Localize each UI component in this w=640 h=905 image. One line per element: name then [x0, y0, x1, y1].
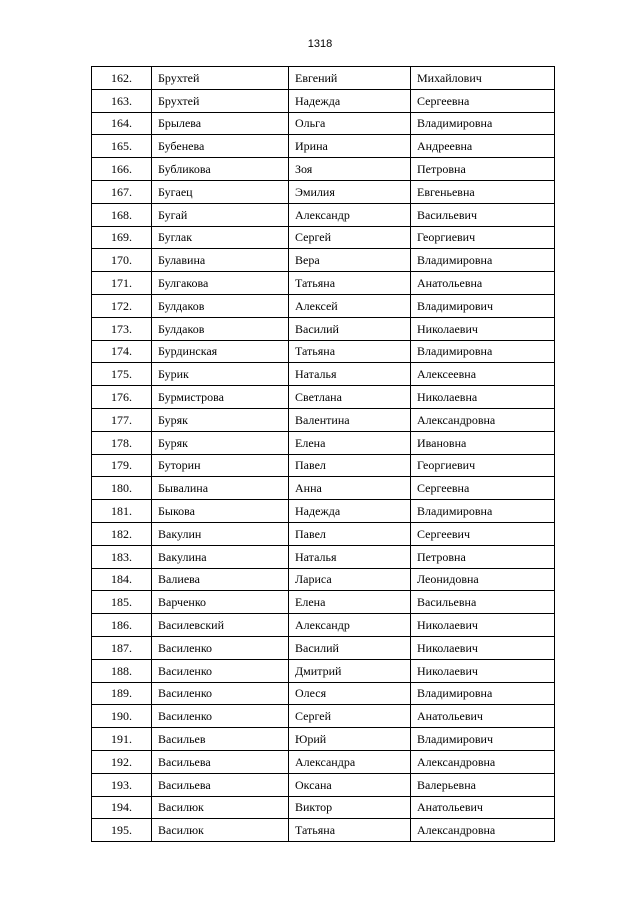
first-name-cell: Ольга [289, 112, 411, 135]
table-row [92, 386, 555, 409]
row-number: 169. [92, 226, 152, 249]
patronymic-cell: Владимировна [411, 340, 555, 363]
surname-cell: Бубенева [152, 135, 289, 158]
row-number: 172. [92, 294, 152, 317]
first-name-cell: Олеся [289, 682, 411, 705]
table-row [92, 636, 555, 659]
first-name-cell: Елена [289, 431, 411, 454]
first-name-cell: Ирина [289, 135, 411, 158]
surname-cell: Брухтей [152, 89, 289, 112]
patronymic-cell: Александровна [411, 819, 555, 842]
patronymic-cell: Николаевич [411, 317, 555, 340]
row-number: 177. [92, 408, 152, 431]
table-row [92, 89, 555, 112]
table-row [92, 431, 555, 454]
patronymic-cell: Сергеевич [411, 522, 555, 545]
row-number: 176. [92, 386, 152, 409]
row-number: 184. [92, 568, 152, 591]
first-name-cell: Виктор [289, 796, 411, 819]
first-name-cell: Алексей [289, 294, 411, 317]
surname-cell: Васильев [152, 728, 289, 751]
row-number: 187. [92, 636, 152, 659]
patronymic-cell: Николаевна [411, 386, 555, 409]
roster-table [91, 66, 555, 842]
table-row [92, 568, 555, 591]
first-name-cell: Василий [289, 636, 411, 659]
row-number: 179. [92, 454, 152, 477]
patronymic-cell: Валерьевна [411, 773, 555, 796]
first-name-cell: Анна [289, 477, 411, 500]
table-row [92, 67, 555, 90]
table-row [92, 363, 555, 386]
row-number: 167. [92, 180, 152, 203]
surname-cell: Бывалина [152, 477, 289, 500]
surname-cell: Буряк [152, 408, 289, 431]
first-name-cell: Наталья [289, 363, 411, 386]
first-name-cell: Александр [289, 614, 411, 637]
surname-cell: Васильева [152, 773, 289, 796]
row-number: 182. [92, 522, 152, 545]
surname-cell: Булдаков [152, 317, 289, 340]
row-number: 174. [92, 340, 152, 363]
row-number: 188. [92, 659, 152, 682]
surname-cell: Брылева [152, 112, 289, 135]
patronymic-cell: Михайлович [411, 67, 555, 90]
row-number: 195. [92, 819, 152, 842]
patronymic-cell: Андреевна [411, 135, 555, 158]
surname-cell: Бурик [152, 363, 289, 386]
surname-cell: Бурдинская [152, 340, 289, 363]
page-number: 1318 [307, 38, 333, 50]
row-number: 171. [92, 272, 152, 295]
patronymic-cell: Владимировна [411, 112, 555, 135]
row-number: 192. [92, 750, 152, 773]
table-row [92, 750, 555, 773]
first-name-cell: Василий [289, 317, 411, 340]
row-number: 191. [92, 728, 152, 751]
surname-cell: Василенко [152, 705, 289, 728]
patronymic-cell: Васильевич [411, 203, 555, 226]
table-row [92, 180, 555, 203]
first-name-cell: Лариса [289, 568, 411, 591]
row-number: 168. [92, 203, 152, 226]
patronymic-cell: Георгиевич [411, 454, 555, 477]
table-row [92, 705, 555, 728]
surname-cell: Василенко [152, 682, 289, 705]
table-row [92, 317, 555, 340]
table-row [92, 796, 555, 819]
patronymic-cell: Петровна [411, 158, 555, 181]
row-number: 165. [92, 135, 152, 158]
patronymic-cell: Алексеевна [411, 363, 555, 386]
surname-cell: Буглак [152, 226, 289, 249]
patronymic-cell: Сергеевна [411, 477, 555, 500]
first-name-cell: Александр [289, 203, 411, 226]
patronymic-cell: Николаевич [411, 614, 555, 637]
patronymic-cell: Александровна [411, 408, 555, 431]
table-row [92, 112, 555, 135]
table-row [92, 135, 555, 158]
first-name-cell: Сергей [289, 705, 411, 728]
surname-cell: Буторин [152, 454, 289, 477]
table-row [92, 819, 555, 842]
table-row [92, 249, 555, 272]
first-name-cell: Вера [289, 249, 411, 272]
row-number: 183. [92, 545, 152, 568]
patronymic-cell: Анатольевич [411, 705, 555, 728]
patronymic-cell: Евгеньевна [411, 180, 555, 203]
patronymic-cell: Анатольевич [411, 796, 555, 819]
patronymic-cell: Владимирович [411, 294, 555, 317]
table-row [92, 591, 555, 614]
first-name-cell: Оксана [289, 773, 411, 796]
surname-cell: Василюк [152, 796, 289, 819]
surname-cell: Вакулин [152, 522, 289, 545]
row-number: 186. [92, 614, 152, 637]
table-row [92, 682, 555, 705]
first-name-cell: Дмитрий [289, 659, 411, 682]
first-name-cell: Эмилия [289, 180, 411, 203]
patronymic-cell: Николаевич [411, 636, 555, 659]
patronymic-cell: Владимировна [411, 500, 555, 523]
table-row [92, 477, 555, 500]
surname-cell: Васильева [152, 750, 289, 773]
first-name-cell: Татьяна [289, 340, 411, 363]
row-number: 170. [92, 249, 152, 272]
first-name-cell: Светлана [289, 386, 411, 409]
first-name-cell: Евгений [289, 67, 411, 90]
surname-cell: Василюк [152, 819, 289, 842]
patronymic-cell: Георгиевич [411, 226, 555, 249]
first-name-cell: Наталья [289, 545, 411, 568]
surname-cell: Валиева [152, 568, 289, 591]
surname-cell: Булавина [152, 249, 289, 272]
surname-cell: Буряк [152, 431, 289, 454]
table-row [92, 728, 555, 751]
patronymic-cell: Леонидовна [411, 568, 555, 591]
table-row [92, 500, 555, 523]
table-row [92, 659, 555, 682]
table-row [92, 340, 555, 363]
table-row [92, 545, 555, 568]
surname-cell: Быкова [152, 500, 289, 523]
patronymic-cell: Владимирович [411, 728, 555, 751]
row-number: 162. [92, 67, 152, 90]
first-name-cell: Сергей [289, 226, 411, 249]
first-name-cell: Татьяна [289, 819, 411, 842]
patronymic-cell: Владимировна [411, 249, 555, 272]
surname-cell: Вакулина [152, 545, 289, 568]
row-number: 175. [92, 363, 152, 386]
surname-cell: Булдаков [152, 294, 289, 317]
table-row [92, 226, 555, 249]
patronymic-cell: Петровна [411, 545, 555, 568]
surname-cell: Василевский [152, 614, 289, 637]
table-row [92, 522, 555, 545]
row-number: 180. [92, 477, 152, 500]
row-number: 163. [92, 89, 152, 112]
row-number: 194. [92, 796, 152, 819]
surname-cell: Василенко [152, 659, 289, 682]
patronymic-cell: Владимировна [411, 682, 555, 705]
patronymic-cell: Васильевна [411, 591, 555, 614]
row-number: 181. [92, 500, 152, 523]
row-number: 166. [92, 158, 152, 181]
surname-cell: Бурмистрова [152, 386, 289, 409]
table-row [92, 294, 555, 317]
table-row [92, 773, 555, 796]
patronymic-cell: Ивановна [411, 431, 555, 454]
first-name-cell: Надежда [289, 500, 411, 523]
first-name-cell: Елена [289, 591, 411, 614]
roster-table-body [92, 67, 555, 842]
surname-cell: Бубликова [152, 158, 289, 181]
first-name-cell: Павел [289, 522, 411, 545]
patronymic-cell: Николаевич [411, 659, 555, 682]
first-name-cell: Зоя [289, 158, 411, 181]
row-number: 164. [92, 112, 152, 135]
surname-cell: Бугаец [152, 180, 289, 203]
table-row [92, 408, 555, 431]
patronymic-cell: Анатольевна [411, 272, 555, 295]
first-name-cell: Надежда [289, 89, 411, 112]
row-number: 190. [92, 705, 152, 728]
table-row [92, 203, 555, 226]
row-number: 178. [92, 431, 152, 454]
first-name-cell: Татьяна [289, 272, 411, 295]
patronymic-cell: Сергеевна [411, 89, 555, 112]
first-name-cell: Павел [289, 454, 411, 477]
first-name-cell: Юрий [289, 728, 411, 751]
row-number: 193. [92, 773, 152, 796]
surname-cell: Булгакова [152, 272, 289, 295]
patronymic-cell: Александровна [411, 750, 555, 773]
table-row [92, 614, 555, 637]
row-number: 185. [92, 591, 152, 614]
first-name-cell: Валентина [289, 408, 411, 431]
first-name-cell: Александра [289, 750, 411, 773]
table-row [92, 272, 555, 295]
surname-cell: Василенко [152, 636, 289, 659]
table-row [92, 158, 555, 181]
surname-cell: Варченко [152, 591, 289, 614]
table-row [92, 454, 555, 477]
row-number: 189. [92, 682, 152, 705]
surname-cell: Брухтей [152, 67, 289, 90]
surname-cell: Бугай [152, 203, 289, 226]
row-number: 173. [92, 317, 152, 340]
